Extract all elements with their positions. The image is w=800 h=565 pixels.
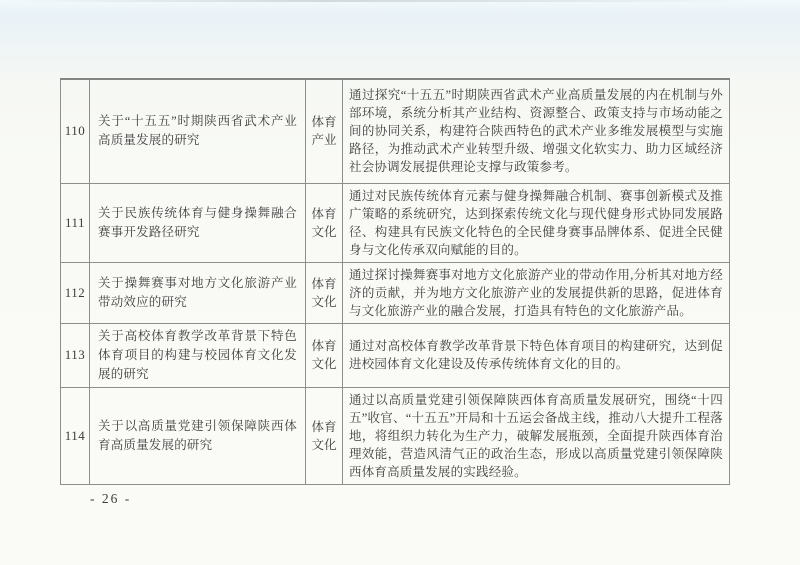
topics-table	[60, 78, 730, 485]
topic-title: 关于操舞赛事对地方文化旅游产业带动效应的研究	[90, 262, 306, 323]
table-row	[61, 323, 730, 387]
topic-category: 体育文化	[306, 387, 343, 484]
row-number: 111	[61, 183, 90, 262]
page-number: - 26 -	[90, 491, 132, 506]
scan-edge-artifact	[0, 0, 800, 2]
topic-description: 通过探究“十五五”时期陕西省武术产业高质量发展的内在机制与外部环境，系统分析其产业结构、资源整合、政策支持与市场动能之间的协同关系，构建符合陕西特色的武术产业多维发展模型与实施路径，为推动武术产业转型升级、增强文化软实力、助力区域经济社会协调发展提供理论支撑与政策参考。	[343, 79, 730, 183]
topic-description: 通过对高校体育教学改革背景下特色体育项目的构建研究，达到促进校园体育文化建设及传承传统体育文化的目的。	[343, 323, 730, 387]
topic-category: 体育产业	[306, 79, 343, 183]
table-row	[61, 79, 730, 183]
table-row	[61, 262, 730, 323]
row-number: 110	[61, 79, 90, 183]
topic-title: 关于以高质量党建引领保障陕西体育高质量发展的研究	[90, 387, 306, 484]
topic-description: 通过对民族传统体育元素与健身操舞融合机制、赛事创新模式及推广策略的系统研究，达到探索传统文化与现代健身形式协同发展路径、构建具有民族文化特色的全民健身赛事品牌体系、促进全民健身与文化传承双向赋能的目的。	[343, 183, 730, 262]
table-row	[61, 387, 730, 484]
topic-description: 通过探讨操舞赛事对地方文化旅游产业的带动作用,分析其对地方经济的贡献，并为地方文化旅游产业的发展提供新的思路，促进体育与文化旅游产业的融合发展，打造具有特色的文化旅游产品。	[343, 262, 730, 323]
topic-title: 关于高校体育教学改革背景下特色体育项目的构建与校园体育文化发展的研究	[90, 323, 306, 387]
table-row	[61, 183, 730, 262]
topic-category: 体育文化	[306, 323, 343, 387]
row-number: 112	[61, 262, 90, 323]
topic-category: 体育文化	[306, 262, 343, 323]
topic-title: 关于“十五五”时期陕西省武术产业高质量发展的研究	[90, 79, 306, 183]
topic-description: 通过以高质量党建引领保障陕西体育高质量发展研究，围绕“十四五”收官、“十五五”开局和十五运会备战主线，推动八大提升工程落地，将组织力转化为生产力，破解发展瓶颈，全面提升陕西体育治理效能，营造风清气正的政治生态，形成以高质量党建引领保障陕西体育高质量发展的实践经验。	[343, 387, 730, 484]
row-number: 113	[61, 323, 90, 387]
topic-title: 关于民族传统体育与健身操舞融合赛事开发路径研究	[90, 183, 306, 262]
topic-category: 体育文化	[306, 183, 343, 262]
row-number: 114	[61, 387, 90, 484]
